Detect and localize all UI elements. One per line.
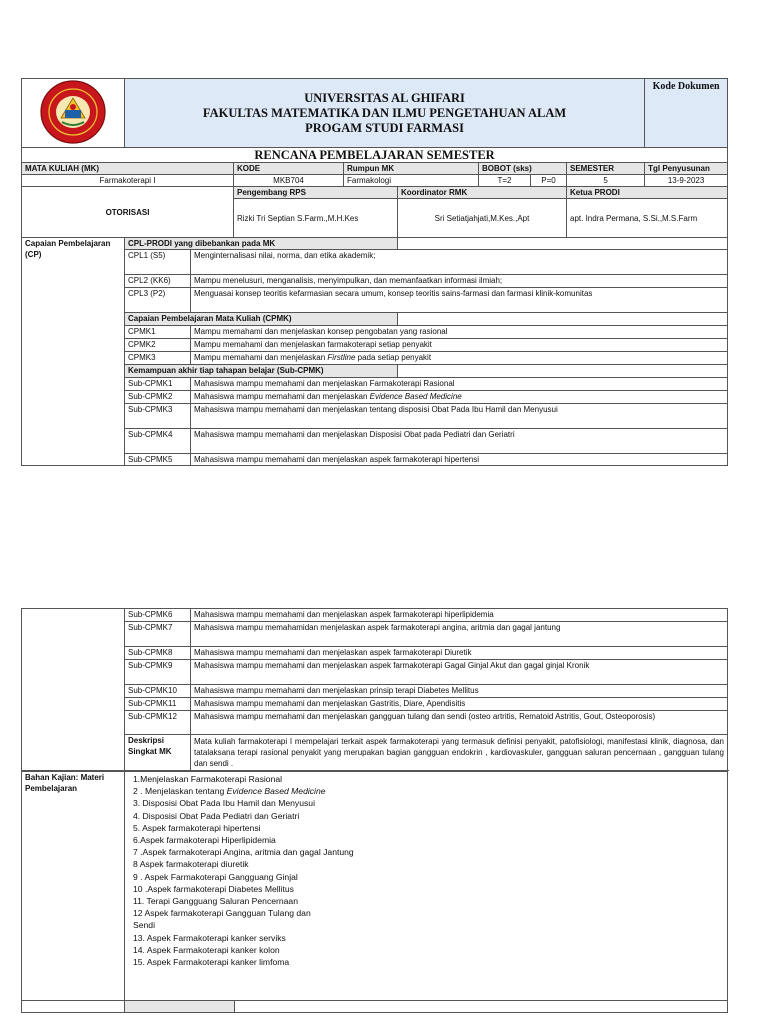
- bahan-item: 15. Aspek Farmakoterapi kanker limfoma: [133, 957, 290, 968]
- footer-grey-cell: [125, 1001, 235, 1013]
- sub-cpmk-text-italic: Evidence Based Medicine: [369, 392, 462, 401]
- bahan-item-italic: Evidence Based Medicine: [226, 786, 326, 797]
- sub-cpmk-code: Sub-CPMK5: [125, 454, 191, 466]
- bahan-kajian-table: [21, 771, 728, 1001]
- cpmk-text-part: pada setiap penyakit: [357, 353, 432, 362]
- sub-cpmk-code: Sub-CPMK1: [125, 378, 191, 391]
- sub-cpmk-code: Sub-CPMK8: [125, 647, 191, 660]
- sub-cpmk-code: Sub-CPMK6: [125, 609, 191, 622]
- label-capaian: Capaian Pembelajaran (CP): [22, 238, 125, 466]
- deskripsi-text: Mata kuliah farmakoterapi I mempelajari terkait aspek farmakoterapi yang termasuk definisi penyakit, patofisiologi, manifestasi klinik, diagnosa, dan tatalaksana terapi rasional penyakit yang merupakan bagian gangguan endokrin , kardiovaskuler, gangguan saluran pencernaan , gangguan tulang dan sendi .: [191, 735, 728, 771]
- bahan-item: 7 .Aspek farmakoterapi Angina, aritmia dan gagal Jantung: [133, 847, 354, 858]
- sub-cpmk-code: Sub-CPMK12: [125, 711, 191, 735]
- sub-cpmk-heading: Kemampuan akhir tiap tahapan belajar (Sub-CPMK): [125, 365, 398, 378]
- label-kode: KODE: [234, 163, 344, 175]
- value-koordinator: Sri Setiatjahjati,M.Kes.,Apt: [398, 199, 567, 238]
- cpmk-text: [191, 352, 728, 365]
- sub-cpmk-text: Mahasiswa mampu memahami dan menjelaskan tentang disposisi Obat Pada Ibu Hamil dan Menyusui: [191, 404, 728, 429]
- bahan-item: [133, 785, 724, 797]
- value-semester: 5: [567, 175, 645, 187]
- cpmk-code: CPMK3: [125, 352, 191, 365]
- cpmk-text: Mampu memahami dan menjelaskan konsep pengobatan yang rasional: [191, 326, 728, 339]
- logo-cell: [22, 79, 125, 148]
- footer-empty-cell: [22, 1001, 125, 1013]
- sub-cpmk-text: Mahasiswa mampu memahami dan menjelaskan prinsip terapi Diabetes Mellitus: [191, 685, 728, 698]
- bahan-item: 3. Disposisi Obat Pada Ibu Hamil dan Menyusui: [133, 798, 315, 809]
- label-bobot: BOBOT (sks): [479, 163, 567, 175]
- faculty-name: FAKULTAS MATEMATIKA DAN ILMU PENGETAHUAN ALAM: [202, 105, 567, 120]
- cpl-code: CPL1 (S5): [125, 250, 191, 275]
- sub-cpmk-text: Mahasiswa mampu memahami dan menjelaskan aspek farmakoterapi hipertensi: [191, 454, 728, 466]
- bahan-item: 10 .Aspek farmakoterapi Diabetes Mellitus: [133, 883, 294, 894]
- sub-cpmk-code: Sub-CPMK10: [125, 685, 191, 698]
- sub-cpmk-text-part: Mahasiswa mampu memahami dan menjelaskan: [194, 392, 368, 401]
- label-koordinator: Koordinator RMK: [398, 187, 567, 199]
- cpmk-text-italic: Firstline: [327, 353, 356, 362]
- header-title-cell: [125, 79, 645, 148]
- sub-cpmk-text: Mahasiswa mampu memahami dan menjelaskan Disposisi Obat pada Pediatri dan Geriatri: [191, 429, 728, 454]
- label-deskripsi: Deskripsi Singkat MK: [125, 735, 191, 771]
- bahan-kajian-list: [125, 772, 728, 1001]
- label-rumpun: Rumpun MK: [344, 163, 479, 175]
- sub-cpmk-text: Mahasiswa mampu memahami dan menjelaskan gangguan tulang dan sendi (osteo artritis, Rematoid Astritis, Gout, Osteoporosis): [191, 711, 728, 735]
- label-ketua: Ketua PRODI: [567, 187, 728, 199]
- cpmk-code: CPMK2: [125, 339, 191, 352]
- sub-cpmk-code: Sub-CPMK4: [125, 429, 191, 454]
- cpl-code: CPL3 (P2): [125, 288, 191, 313]
- continued-label-cell: [22, 609, 125, 771]
- sub-cpmk-code: Sub-CPMK7: [125, 622, 191, 647]
- bahan-item: 13. Aspek Farmakoterapi kanker serviks: [133, 932, 286, 943]
- bahan-item: 12 Aspek farmakoterapi Gangguan Tulang dan: [133, 908, 311, 919]
- sub-cpmk-text: [191, 391, 728, 404]
- value-tgl: 13-9-2023: [645, 175, 728, 187]
- value-teori: T=2: [479, 175, 531, 187]
- cpmk-code: CPMK1: [125, 326, 191, 339]
- sub-cpmk-code: Sub-CPMK3: [125, 404, 191, 429]
- bahan-item: 11. Terapi Gangguang Saluran Pencernaan: [133, 896, 298, 907]
- sub-cpmk-text: Mahasiswa mampu memahami dan menjelaskan Farmakoterapi Rasional: [191, 378, 728, 391]
- cpl-text: Menguasai konsep teoritis kefarmasian secara umum, konsep teoritis sains-farmasi dan farmasi klinik-komunitas: [191, 288, 728, 313]
- value-praktek: P=0: [531, 175, 567, 187]
- value-ketua: apt. Indra Permana, S.Si.,M.S.Farm: [567, 199, 728, 238]
- value-pengembang: Rizki Tri Septian S.Farm.,M.H.Kes: [234, 199, 398, 238]
- sub-cpmk-text: Mahasiswa mampu memahami dan menjelaskan aspek farmakoterapi Diuretik: [191, 647, 728, 660]
- sub-cpmk-code: Sub-CPMK9: [125, 660, 191, 685]
- cpmk-heading: Capaian Pembelajaran Mata Kuliah (CPMK): [125, 313, 398, 326]
- bahan-item: Sendi: [133, 920, 155, 931]
- program-name: PROGAM STUDI FARMASI: [305, 120, 464, 135]
- label-tgl: Tgl Penyusunan: [645, 163, 728, 175]
- value-kode: MKB704: [234, 175, 344, 187]
- rps-table-page2: [21, 608, 728, 771]
- bahan-item: 9 . Aspek Farmakoterapi Gangguang Ginjal: [133, 871, 298, 882]
- bahan-item: 1.Menjelaskan Farmakoterapi Rasional: [133, 774, 283, 784]
- bahan-item: 6.Aspek farmakoterapi Hiperlipidemia: [133, 835, 276, 846]
- cpl-heading: CPL-PRODI yang dibebankan pada MK: [125, 238, 398, 250]
- university-logo: [32, 80, 114, 144]
- document-title: RENCANA PEMBELAJARAN SEMESTER: [22, 148, 728, 163]
- cpl-code: CPL2 (KK6): [125, 275, 191, 288]
- cpmk-text: Mampu memahami dan menjelaskan farmakoterapi setiap penyakit: [191, 339, 728, 352]
- sub-cpmk-text: Mahasiswa mampu memahamidan menjelaskan aspek farmakoterapi angina, aritmia dan gagal jantung: [191, 622, 728, 647]
- label-semester: SEMESTER: [567, 163, 645, 175]
- cpl-heading-filler: [398, 238, 728, 250]
- sub-cpmk-text: Mahasiswa mampu memahami dan menjelaskan aspek farmakoterapi hiperlipidemia: [191, 609, 728, 622]
- sub-cpmk-text: Mahasiswa mampu memahami dan menjelaskan aspek farmakoterapi Gagal Ginjal Akut dan gagal ginjal Kronik: [191, 660, 728, 685]
- rps-table-page1: [21, 78, 728, 466]
- cpl-text: Menginternalisasi nilai, norma, dan etika akademik;: [191, 250, 728, 275]
- bahan-item: 5. Aspek farmakoterapi hipertensi: [133, 822, 261, 833]
- label-otorisasi: OTORISASI: [22, 187, 234, 238]
- value-mata-kuliah: Farmakoterapi I: [22, 175, 234, 187]
- sub-cpmk-code: Sub-CPMK11: [125, 698, 191, 711]
- bahan-item: 8 Aspek farmakoterapi diuretik: [133, 859, 249, 870]
- university-name: UNIVERSITAS AL GHIFARI: [304, 90, 465, 105]
- bahan-item-text: 2 . Menjelaskan tentang: [133, 786, 225, 797]
- footer-row-table: [21, 1000, 728, 1013]
- cpmk-text-part: Mampu memahami dan menjelaskan: [194, 353, 326, 362]
- kode-dokumen: Kode Dokumen: [645, 79, 728, 148]
- label-mata-kuliah: MATA KULIAH (MK): [22, 163, 234, 175]
- value-rumpun: Farmakologi: [344, 175, 479, 187]
- label-pengembang: Pengembang RPS: [234, 187, 398, 199]
- footer-empty-cell: [235, 1001, 728, 1013]
- cpmk-heading-filler: [398, 313, 728, 326]
- label-bahan-kajian: Bahan Kajian: Materi Pembelajaran: [22, 772, 125, 1001]
- bahan-item: 14. Aspek Farmakoterapi kanker kolon: [133, 944, 280, 955]
- bahan-item: 4. Disposisi Obat Pada Pediatri dan Geriatri: [133, 810, 300, 821]
- cpl-text: Mampu menelusuri, menganalisis, menyimpulkan, dan memanfaatkan informasi ilmiah;: [191, 275, 728, 288]
- sub-cpmk-text: Mahasiswa mampu memahami dan menjelaskan Gastritis, Diare, Apendisitis: [191, 698, 728, 711]
- sub-cpmk-code: Sub-CPMK2: [125, 391, 191, 404]
- sub-heading-filler: [398, 365, 728, 378]
